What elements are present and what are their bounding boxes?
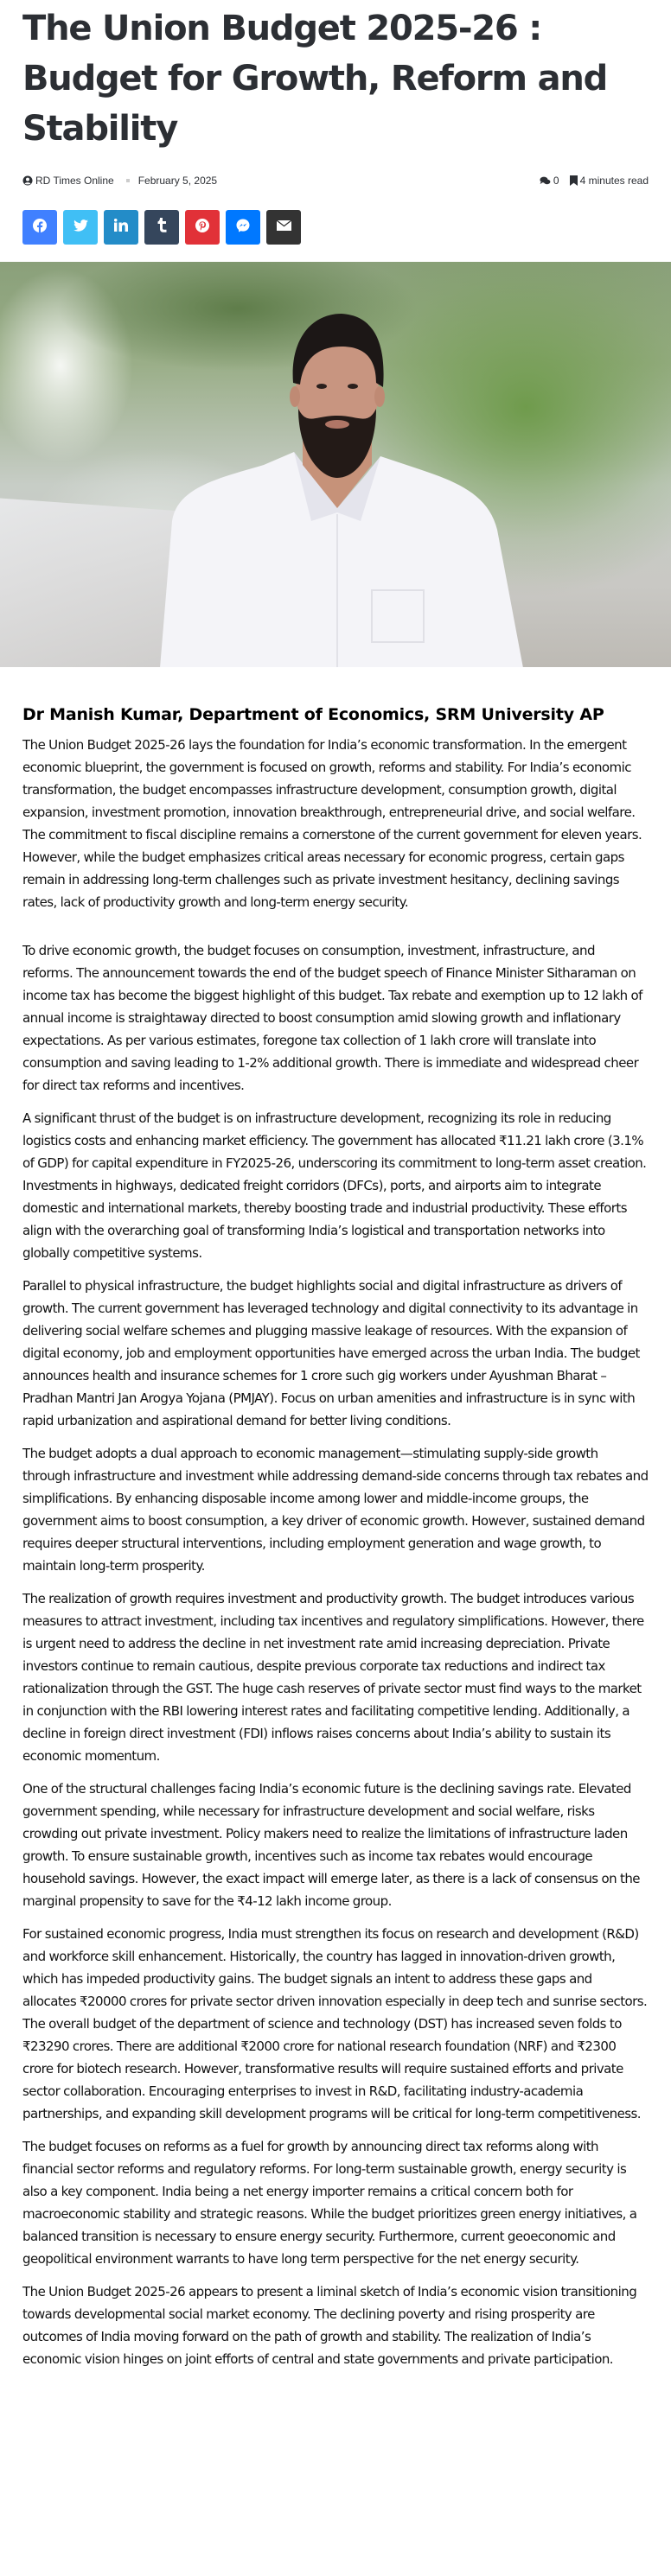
article-paragraph: The budget focuses on reforms as a fuel for growth by announcing direct tax reforms along with financial sector reforms and regulatory reforms. For long-term sustainable growth, energy security is also a key component. India being a net energy importer remains a critical concern both for macroeconomic stability and strategic reasons. While the budget prioritizes green energy initiatives, a balanced transition is necessary to ensure energy security. Furthermore, current geoeconomic and geopolitical environment warrants to have long term perspective for the net energy security. [22,2139,637,2267]
twitter-icon [73,219,88,236]
article-body [0,704,671,2370]
featured-image [0,262,671,667]
share-tumblr-button[interactable] [144,210,179,245]
article-paragraph: The realization of growth requires investment and productivity growth. The budget introduces various measures to attract investment, including tax incentives and regulatory simplifications. However, there is urgent need to address the decline in net investment rate amid increasing depreciation. Private investors continue to remain cautious, despite previous corporate tax reductions and indirect tax rationalization through the GST. The huge cash reserves of private sector must find ways to the market in conjunction with the RBI lowering interest rates and facilitating competitive lending. Additionally, a decline in foreign direct investment (FDI) inflows raises concerns about India’s ability to sustain its economic momentum. [22,1591,644,1764]
article-paragraph: For sustained economic progress, India must strengthen its focus on research and development (R&D) and workforce skill enhancement. Historically, the country has lagged in innovation-driven growth, which has impeded productivity gains. The budget signals an intent to address these gaps and allocates ₹20000 crores for private sector driven innovation especially in deep tech and sunrise sectors. The overall budget of the department of science and technology (DST) has increased seven folds to ₹23290 crores. There are additional ₹2000 crore for national research foundation (NRF) and ₹2300 crore for biotech research. However, transformative results will require sustained efforts and private sector collaboration. Encouraging enterprises to invest in R&D, facilitating industry-academia partnerships, and expanding skill development programs will be critical for long-term competitiveness. [22,1926,648,2121]
post-meta [22,173,649,188]
read-time-label: 4 minutes read [579,175,649,187]
article-paragraph: To drive economic growth, the budget focuses on consumption, investment, infrastructure, and reforms. The announcement towards the end of the budget speech of Finance Minister Sitharaman on income tax has become the biggest highlight of this budget. Tax rebate and exemption up to 12 lakh of annual income is straightaway directed to boost consumption amid slowing growth and inflationary expectations. As per various estimates, foregone tax collection of 1 lakh crore will translate into consumption and saving leading to 1-2% additional growth. There is immediate and widespread cheer for direct tax reforms and incentives. [22,943,642,1093]
bookmark-icon [570,175,578,186]
article-paragraph: One of the structural challenges facing India’s economic future is the declining savings rate. Elevated government spending, while necessary for infrastructure development and social welfare, risks crowding out private investment. Policy makers need to realize the limitations of infrastructure laden growth. To ensure sustainable growth, incentives such as income tax rebates would encourage household savings. However, the exact impact will emerge later, as there is a lack of consensus on the marginal propensity to save for the ₹4-12 lakh income group. [22,1781,640,1909]
comments-icon [540,176,551,186]
share-messenger-button[interactable] [226,210,260,245]
byline-heading: Dr Manish Kumar, Department of Economics, SRM University AP [22,705,604,724]
article-paragraph: The budget adopts a dual approach to economic management—stimulating supply-side growth through infrastructure and investment while addressing demand-side concerns through tax rebates and simplifications. By enhancing disposable income among lower and middle-income groups, the government aims to boost consumption, a key driver of economic growth. However, sustained demand requires deeper structural interventions, including employment generation and wage growth, to maintain long-term prosperity. [22,1446,649,1574]
share-linkedin-button[interactable] [104,210,138,245]
facebook-icon [33,219,47,237]
comments-link[interactable] [540,175,559,187]
article-paragraph: Parallel to physical infrastructure, the budget highlights social and digital infrastructure as drivers of growth. The current government has leveraged technology and digital connectivity to its advantage in delivering social welfare schemes and plugging massive leakage of resources. With the expansion of digital economy, job and employment opportunities have emerged across the urban India. The budget announces health and insurance schemes for 1 crore such gig workers under Ayushman Bharat – Pradhan Mantri Jan Arogya Yojana (PMJAY). Focus on urban amenities and infrastructure is in sync with rapid urbanization and aspirational demand for better living conditions. [22,1278,640,1428]
author-link[interactable]: RD Times Online [35,175,114,187]
article-paragraph: The Union Budget 2025-26 appears to present a liminal sketch of India’s economic vision transitioning towards developmental social market economy. The declining poverty and rising prosperity are outcomes of India moving forward on the path of growth and stability. The realization of India’s economic vision hinges on joint efforts of central and state governments and private participation. [22,2284,637,2367]
messenger-icon [236,219,250,237]
share-twitter-button[interactable] [63,210,98,245]
email-icon [277,219,291,235]
comments-count: 0 [553,175,559,187]
read-time [570,175,649,187]
linkedin-icon [114,219,128,236]
pinterest-icon [195,219,209,237]
article-title: The Union Budget 2025-26 : Budget for Growth, Reform and Stability [22,9,608,149]
share-email-button[interactable] [266,210,301,245]
meta-separator [126,179,130,182]
article-paragraph: The Union Budget 2025-26 lays the foundation for India’s economic transformation. In the emergent economic blueprint, the government is focused on growth, reforms and stability. For India’s economic transformation, the budget encompasses infrastructure development, consumption growth, digital expansion, investment promotion, innovation breakthrough, entrepreneurial drive, and social welfare. The commitment to fiscal discipline remains a cornerstone of the current government for eleven years. However, while the budget emphasizes critical areas necessary for economic progress, certain gaps remain in addressing long-term challenges such as private investment hesitancy, declining savings rates, lack of productivity growth and long-term energy security. [22,737,642,910]
share-buttons [22,210,649,245]
user-circle-icon [22,175,33,186]
tumblr-icon [157,218,167,237]
share-facebook-button[interactable] [22,210,57,245]
post-date: February 5, 2025 [137,175,218,187]
share-pinterest-button[interactable] [185,210,220,245]
portrait-figure [160,314,523,667]
article-paragraph: A significant thrust of the budget is on infrastructure development, recognizing its role in reducing logistics costs and enhancing market efficiency. The government has allocated ₹11.21 lakh crore (3.1% of GDP) for capital expenditure in FY2025-26, underscoring its commitment to long-term asset creation. Investments in highways, dedicated freight corridors (DFCs), ports, and airports aim to integrate domestic and international markets, thereby boosting trade and industrial productivity. These efforts align with the overarching goal of transforming India’s logistical and transportation networks into globally competitive systems. [22,1110,647,1261]
